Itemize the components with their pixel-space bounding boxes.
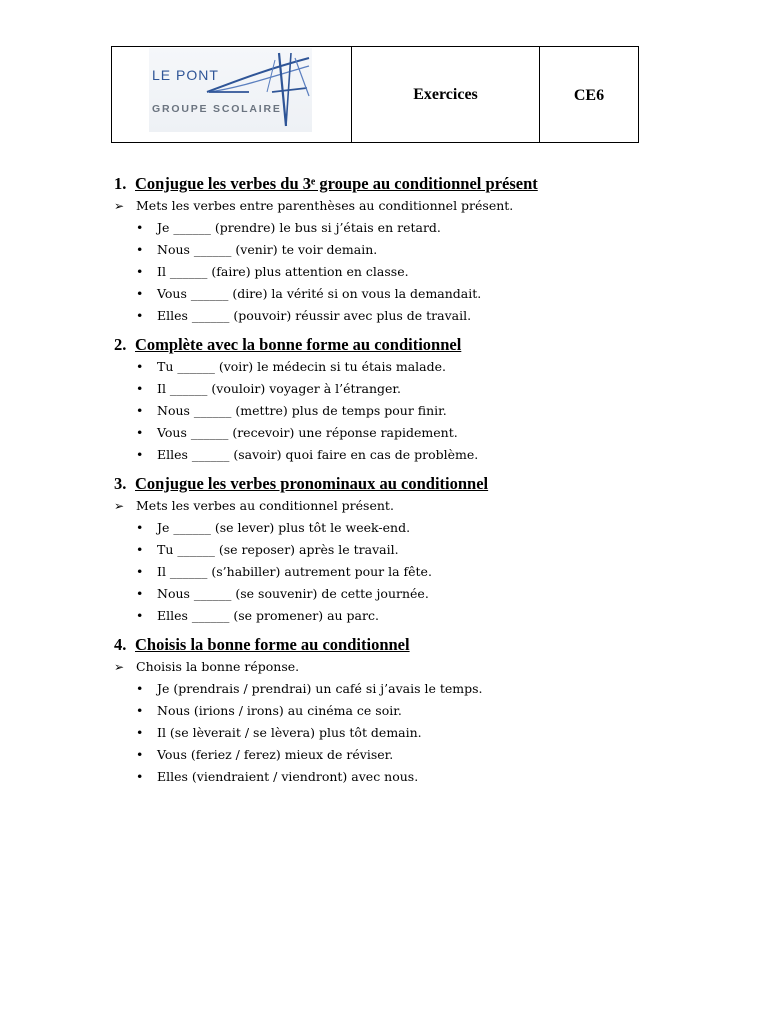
bullet-icon: • xyxy=(136,381,144,396)
section-number: 2. xyxy=(114,335,127,354)
bullet-icon: • xyxy=(136,747,144,762)
section-number: 1. xyxy=(114,174,127,193)
arrow-bullet-icon: ➢ xyxy=(114,499,125,513)
section-title: Conjugue les verbes du 3ᵉ groupe au conditionnel présent xyxy=(135,174,538,193)
bullet-icon: • xyxy=(136,264,144,279)
item-text: Tu ______ (voir) le médecin si tu étais malade. xyxy=(157,359,446,374)
title-cell xyxy=(352,47,540,142)
item-text: Vous ______ (dire) la vérité si on vous la demandait. xyxy=(157,286,482,301)
list-item xyxy=(136,583,674,605)
list-item xyxy=(136,700,674,722)
section-heading xyxy=(114,334,674,356)
exercise-section xyxy=(114,634,674,788)
list-item xyxy=(136,722,674,744)
section-instruction xyxy=(114,495,674,517)
exercise-list xyxy=(114,678,674,788)
item-text: Vous ______ (recevoir) une réponse rapidement. xyxy=(157,425,458,440)
list-item xyxy=(136,561,674,583)
exercise-section xyxy=(114,173,674,327)
section-instruction xyxy=(114,195,674,217)
bullet-icon: • xyxy=(136,286,144,301)
item-text: Il ______ (s’habiller) autrement pour la fête. xyxy=(157,564,432,579)
list-item xyxy=(136,400,674,422)
logo-line1: LE PONT xyxy=(152,67,219,83)
list-item xyxy=(136,305,674,327)
section-title: Choisis la bonne forme au conditionnel xyxy=(135,635,410,654)
exercise-section xyxy=(114,334,674,466)
list-item xyxy=(136,378,674,400)
bullet-icon: • xyxy=(136,703,144,718)
logo-cell xyxy=(112,47,352,142)
bullet-icon: • xyxy=(136,542,144,557)
logo-line2: GROUPE SCOLAIRE xyxy=(152,103,282,115)
section-heading xyxy=(114,634,674,656)
item-text: Elles ______ (savoir) quoi faire en cas de problème. xyxy=(157,447,479,462)
item-text: Nous (irions / irons) au cinéma ce soir. xyxy=(157,703,402,718)
list-item xyxy=(136,744,674,766)
list-item xyxy=(136,283,674,305)
header-table xyxy=(111,46,639,143)
list-item xyxy=(136,217,674,239)
bullet-icon: • xyxy=(136,447,144,462)
instruction-text: Choisis la bonne réponse. xyxy=(136,659,300,674)
list-item xyxy=(136,444,674,466)
item-text: Je (prendrais / prendrai) un café si j’avais le temps. xyxy=(157,681,483,696)
school-logo xyxy=(149,48,312,132)
item-text: Elles ______ (pouvoir) réussir avec plus de travail. xyxy=(157,308,472,323)
list-item xyxy=(136,605,674,627)
list-item xyxy=(136,261,674,283)
list-item xyxy=(136,517,674,539)
exercise-list xyxy=(114,517,674,627)
section-number: 3. xyxy=(114,474,127,493)
list-item xyxy=(136,678,674,700)
section-number: 4. xyxy=(114,635,127,654)
item-text: Tu ______ (se reposer) après le travail. xyxy=(157,542,399,557)
arrow-bullet-icon: ➢ xyxy=(114,660,125,674)
document-title: Exercices xyxy=(413,85,478,103)
bullet-icon: • xyxy=(136,242,144,257)
list-item xyxy=(136,356,674,378)
exercise-content xyxy=(114,173,674,795)
code-cell xyxy=(540,47,638,142)
exercise-list xyxy=(114,217,674,327)
list-item xyxy=(136,239,674,261)
item-text: Elles ______ (se promener) au parc. xyxy=(157,608,379,623)
item-text: Nous ______ (mettre) plus de temps pour finir. xyxy=(157,403,447,418)
item-text: Vous (feriez / ferez) mieux de réviser. xyxy=(157,747,394,762)
bullet-icon: • xyxy=(136,520,144,535)
item-text: Nous ______ (venir) te voir demain. xyxy=(157,242,378,257)
item-text: Je ______ (se lever) plus tôt le week-end. xyxy=(157,520,411,535)
bullet-icon: • xyxy=(136,220,144,235)
item-text: Je ______ (prendre) le bus si j’étais en retard. xyxy=(157,220,441,235)
exercise-section xyxy=(114,473,674,627)
instruction-text: Mets les verbes entre parenthèses au conditionnel présent. xyxy=(136,198,514,213)
bullet-icon: • xyxy=(136,769,144,784)
item-text: Il (se lèverait / se lèvera) plus tôt demain. xyxy=(157,725,422,740)
section-title: Conjugue les verbes pronominaux au conditionnel xyxy=(135,474,489,493)
list-item xyxy=(136,766,674,788)
section-heading xyxy=(114,473,674,495)
arrow-bullet-icon: ➢ xyxy=(114,199,125,213)
bullet-icon: • xyxy=(136,681,144,696)
item-text: Elles (viendraient / viendront) avec nous. xyxy=(157,769,419,784)
bullet-icon: • xyxy=(136,359,144,374)
bullet-icon: • xyxy=(136,725,144,740)
item-text: Nous ______ (se souvenir) de cette journée. xyxy=(157,586,429,601)
bullet-icon: • xyxy=(136,425,144,440)
bullet-icon: • xyxy=(136,564,144,579)
list-item xyxy=(136,539,674,561)
list-item xyxy=(136,422,674,444)
bullet-icon: • xyxy=(136,308,144,323)
bridge-logo-icon xyxy=(149,48,312,132)
section-instruction xyxy=(114,656,674,678)
instruction-text: Mets les verbes au conditionnel présent. xyxy=(136,498,394,513)
item-text: Il ______ (faire) plus attention en classe. xyxy=(157,264,409,279)
bullet-icon: • xyxy=(136,586,144,601)
bullet-icon: • xyxy=(136,403,144,418)
section-title: Complète avec la bonne forme au conditionnel xyxy=(135,335,462,354)
document-code: CE6 xyxy=(573,87,605,104)
section-heading xyxy=(114,173,674,195)
item-text: Il ______ (vouloir) voyager à l’étranger. xyxy=(157,381,401,396)
bullet-icon: • xyxy=(136,608,144,623)
exercise-list xyxy=(114,356,674,466)
